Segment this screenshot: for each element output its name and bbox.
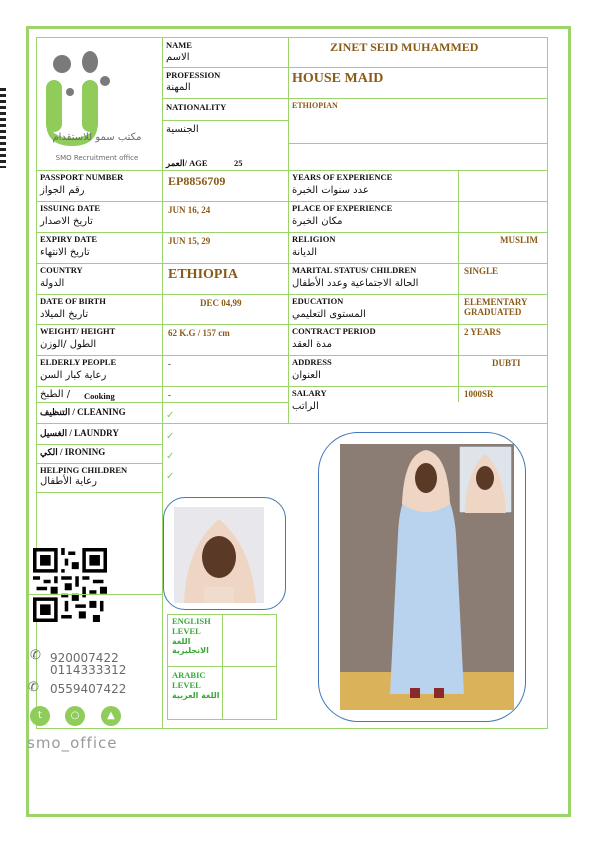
left-row-value: JUN 16, 24 [168, 205, 211, 215]
left-row-label-ar: تاريخ الميلاد [40, 309, 89, 320]
right-row-label: YEARS OF EXPERIENCE [292, 172, 393, 182]
snapchat-icon: ▲ [101, 706, 121, 726]
right-row-label: CONTRACT PERIOD [292, 326, 376, 336]
logo-english-text: SMO Recruitment office [55, 154, 139, 162]
left-row-label: DATE OF BIRTH [40, 296, 106, 306]
skill-laundry: الغسيل / LAUNDRY [40, 428, 119, 438]
phone-icon: ✆ [30, 648, 41, 663]
right-row-value: 2 YEARS [464, 327, 501, 337]
left-row-label: PASSPORT NUMBER [40, 172, 124, 182]
right-row-label-ar: مكان الخبرة [292, 216, 343, 227]
right-row-label: RELIGION [292, 234, 336, 244]
left-row-label: EXPIRY DATE [40, 234, 98, 244]
right-row-label: EDUCATION [292, 296, 344, 306]
right-row-label: MARITAL STATUS/ CHILDREN [292, 265, 417, 275]
right-row-label-ar: عدد سنوات الخبرة [292, 185, 369, 196]
left-row-label: COUNTRY [40, 265, 83, 275]
nationality-value: ETHIOPIAN [292, 101, 338, 110]
left-row-label-ar: الدولة [40, 278, 65, 289]
left-row-value: - [168, 390, 171, 400]
left-row-value: JUN 15, 29 [168, 236, 211, 246]
right-row-label-ar: المستوى التعليمي [292, 309, 366, 320]
name-label-ar: الاسم [166, 52, 190, 63]
right-row-label-ar: مدة العقد [292, 339, 332, 350]
left-row-label-ar: تاريخ الانتهاء [40, 247, 90, 258]
english-level-label-ar: اللغة الانجليزية [172, 637, 209, 655]
left-row-label-ar: الطبخ / [40, 389, 71, 400]
age-value: 25 [234, 158, 243, 168]
right-row-value: MUSLIM [500, 235, 538, 245]
right-row-label: SALARY [292, 388, 327, 398]
right-row-value: 1000SR [464, 389, 494, 399]
left-row-label: WEIGHT/ HEIGHT [40, 326, 116, 336]
social-handle: smo_office [27, 734, 118, 752]
left-row-value: EP8856709 [168, 174, 226, 188]
profession-value: HOUSE MAID [292, 71, 384, 86]
name-label: NAME [166, 40, 192, 50]
skill-ironing-check: ✓ [166, 451, 175, 462]
left-row-label-ar: رقم الجواز [40, 185, 85, 196]
profession-label-ar: المهنة [166, 82, 191, 93]
phone-1: 920007422 [50, 651, 119, 665]
left-row-value: 62 K.G / 157 cm [168, 328, 230, 338]
nationality-label-ar: الجنسية [166, 124, 199, 135]
right-row-value: ELEMENTARY GRADUATED [464, 297, 528, 317]
right-row-label-ar: العنوان [292, 370, 321, 381]
profession-label: PROFESSION [166, 70, 221, 80]
candidate-name: ZINET SEID MUHAMMED [330, 40, 479, 54]
english-level-label: ENGLISH LEVEL [172, 616, 211, 636]
left-row-value: DEC 04,99 [200, 298, 242, 308]
instagram-icon: ○ [65, 706, 85, 726]
skill-laundry-check: ✓ [166, 431, 175, 442]
side-barcode [0, 88, 6, 168]
portrait-photo [174, 507, 264, 603]
whatsapp-number: 0559407422 [50, 682, 127, 696]
whatsapp-icon: ✆ [28, 680, 39, 695]
phone-2: 0114333312 [50, 663, 127, 677]
skill-cleaning-check: ✓ [166, 410, 175, 421]
skill-ironing: الكي / IRONING [40, 447, 106, 457]
inset-portrait-photo [459, 446, 512, 513]
nationality-label: NATIONALITY [166, 102, 227, 112]
right-row-label: PLACE OF EXPERIENCE [292, 203, 393, 213]
twitter-icon: t [30, 706, 50, 726]
left-row-label: ISSUING DATE [40, 203, 101, 213]
left-row-label: ELDERLY PEOPLE [40, 357, 117, 367]
arabic-level-label-ar: اللغة العربية [172, 691, 220, 700]
left-row-label: Cooking [84, 391, 115, 401]
skill-children-ar: رعاية الأطفال [40, 476, 97, 487]
right-row-label: ADDRESS [292, 357, 332, 367]
right-row-label-ar: الحالة الاجتماعية وعدد الأطفال [292, 278, 419, 289]
left-row-value: ETHIOPIA [168, 267, 239, 282]
qr-code [28, 548, 112, 622]
left-row-value: - [168, 359, 171, 369]
left-row-label-ar: تاريخ الاصدار [40, 216, 93, 227]
left-row-label-ar: رعاية كبار السن [40, 370, 107, 381]
right-row-label-ar: الديانة [292, 247, 318, 258]
age-label: العمر/ AGE [166, 158, 208, 168]
right-row-value: DUBTI [492, 358, 521, 368]
left-row-label-ar: الطول /الوزن [40, 339, 97, 350]
skill-children-check: ✓ [166, 471, 175, 482]
right-row-label-ar: الراتب [292, 401, 319, 412]
right-row-value: SINGLE [464, 266, 499, 276]
skill-cleaning: التنظيف / CLEANING [40, 407, 126, 417]
logo-arabic-text: مكتب سمو للاستقدام [52, 132, 142, 143]
arabic-level-label: ARABIC LEVEL [172, 670, 206, 690]
skill-children: HELPING CHILDREN [40, 465, 128, 475]
